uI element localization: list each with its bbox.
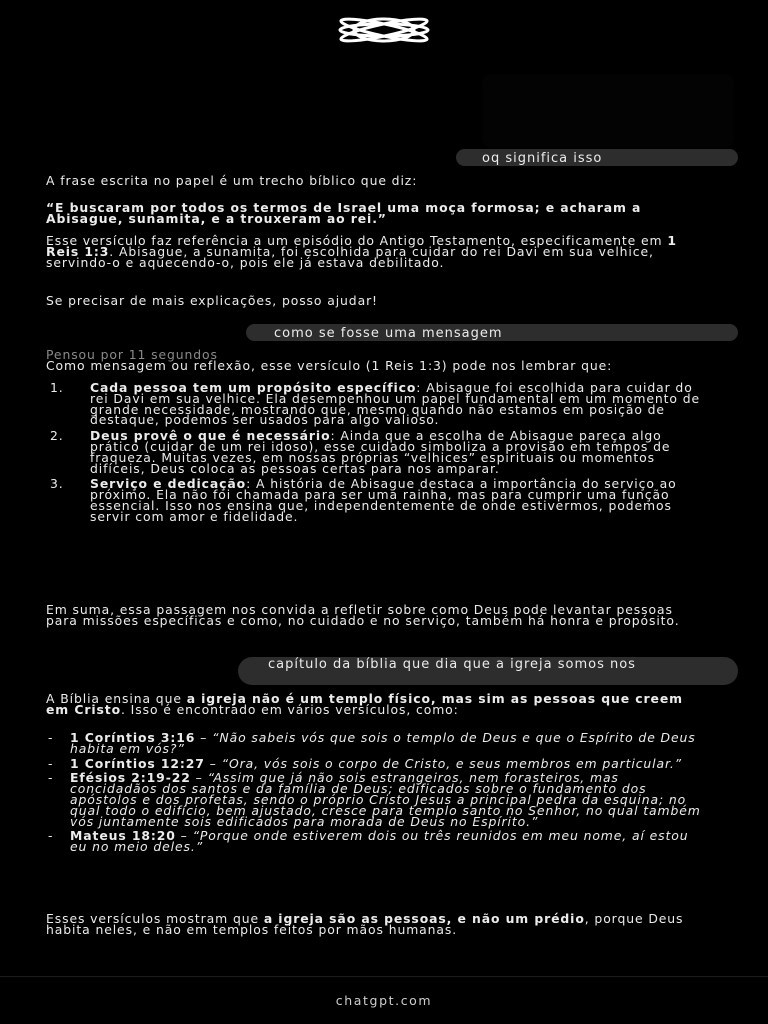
list-item	[46, 828, 706, 855]
point-title: Serviço e dedicação	[90, 476, 247, 492]
bible-intro-post: . Isso é encontrado em vários versículos, como:	[121, 702, 459, 717]
bible-intro-pre: A Bíblia ensina que	[46, 691, 187, 706]
verse-text: “Não sabeis vós que sois o templo de Deus e que o Espírito de Deus habita em vós?”	[70, 730, 696, 756]
verse-ref: Efésios 2:19-22	[70, 770, 191, 786]
conclusion-bold: a igreja são as pessoas, e não um prédio	[263, 911, 585, 926]
list-item	[46, 730, 706, 756]
list-number: 2.	[50, 428, 64, 444]
list-item	[46, 770, 706, 829]
verse-dash: –	[175, 828, 193, 844]
verse-text: “Ora, vós sois o corpo de Cristo, e seus membros em particular.”	[221, 755, 683, 771]
bullet: -	[48, 755, 54, 771]
bullet: -	[48, 828, 54, 844]
verse-dash: –	[195, 730, 213, 745]
user-message-1: oq significa isso	[456, 149, 738, 166]
verse-ref: 1 Coríntios 3:16	[70, 730, 196, 745]
list-item	[46, 380, 706, 428]
bible-intro-bold: a igreja não é um templo físico, mas sim as pessoas que creem em Cristo	[46, 691, 683, 717]
point-title: Deus provê o que é necessário	[90, 428, 331, 444]
explanation-ref: 1 Reis 1:3	[46, 233, 677, 259]
point-body: : Abisague foi escolhida para cuidar do rei Davi em sua velhice. Ela desempenhou um papel fundamental em um momento de grande necessidade, mostrando que, mesmo quando não estamos em posição de destaque, podemos ser usados para algo valioso.	[90, 380, 701, 428]
list-item	[46, 476, 706, 524]
assistant-help: Se precisar de mais explicações, posso ajudar!	[46, 293, 378, 308]
list-number: 3.	[50, 476, 64, 492]
conclusion-post: , porque Deus habita neles, e não em templos feitos por mãos humanas.	[46, 911, 684, 937]
assistant-conclusion	[46, 913, 702, 935]
verse-dash: –	[204, 755, 222, 771]
point-body: : A história de Abisague destaca a importância do serviço ao próximo. Ela não foi chamada para ser uma rainha, mas para cumprir uma função essencial. Isso nos ensina que, independentemente de onde estivermos, podemos servir com amor e fidelidade.	[90, 476, 677, 524]
user-message-3: capítulo da bíblia que dia que a igreja somos nos	[238, 657, 738, 685]
list-number: 1.	[50, 380, 64, 395]
list-item	[46, 755, 706, 771]
verse-dash: –	[190, 770, 208, 786]
message-points-list	[46, 380, 706, 524]
assistant-message-intro: Como mensagem ou reflexão, esse versículo (1 Reis 1:3) pode nos lembrar que:	[46, 358, 613, 373]
verse-ref: 1 Coríntios 12:27	[70, 755, 205, 771]
explanation-pre: Esse versículo faz referência a um episódio do Antigo Testamento, especificamente em	[46, 233, 668, 248]
verses-list	[46, 730, 706, 855]
point-body: : Ainda que a escolha de Abisague pareça algo prático (cuidar de um rei idoso), esse cuidado simboliza a provisão em tempos de fraqueza. Muitas vezes, em nossas próprias “velhices” espirituais ou momentos difíceis, Deus coloca as pessoas certas para nos amparar.	[90, 428, 671, 476]
verse-ref: Mateus 18:20	[70, 828, 176, 844]
point-title: Cada pessoa tem um propósito específico	[90, 380, 417, 395]
bullet: -	[48, 730, 54, 745]
assistant-quote: “E buscaram por todos os termos de Israel uma moça formosa; e acharam a Abisague, sunamita, e a trouxeram ao rei.”	[46, 200, 642, 226]
bullet: -	[48, 770, 54, 786]
explanation-post: . Abisague, a sunamita, foi escolhida para cuidar do rei Davi em sua velhice, servindo-o e aquecendo-o, pois ele já estava debilitado.	[46, 244, 654, 270]
assistant-summary: Em suma, essa passagem nos convida a refletir sobre como Deus pode levantar pessoas para missões específicas e como, no cuidado e no serviço, também há honra e propósito.	[46, 602, 680, 628]
thought-duration[interactable]: Pensou por 11 segundos	[46, 347, 218, 362]
attached-image-thumbnail[interactable]	[482, 74, 734, 148]
verse-text: “Porque onde estiverem dois ou três reunidos em meu nome, aí estou eu no meio deles.”	[70, 828, 689, 855]
chatgpt-logo-icon	[330, 14, 438, 46]
assistant-bible-intro	[46, 693, 702, 715]
assistant-intro: A frase escrita no papel é um trecho bíblico que diz:	[46, 173, 418, 188]
footer-divider	[0, 976, 768, 977]
user-message-2: como se fosse uma mensagem	[246, 324, 738, 341]
list-item	[46, 428, 706, 476]
verse-text: “Assim que já não sois estrangeiros, nem forasteiros, mas concidadãos dos santos e da família de Deus; edificados sobre o fundamento dos apóstolos e dos profetas, sendo o próprio Cristo Jesus a principal pedra da esquina; no qual todo o edifício, bem ajustado, cresce para templo santo no Senhor, no qual também vós juntamente sois edificados para morada de Deus no Espírito.”	[70, 770, 701, 829]
footer-site-link[interactable]: chatgpt.com	[335, 993, 433, 1008]
conclusion-pre: Esses versículos mostram que	[46, 911, 264, 926]
assistant-explanation	[46, 235, 702, 268]
